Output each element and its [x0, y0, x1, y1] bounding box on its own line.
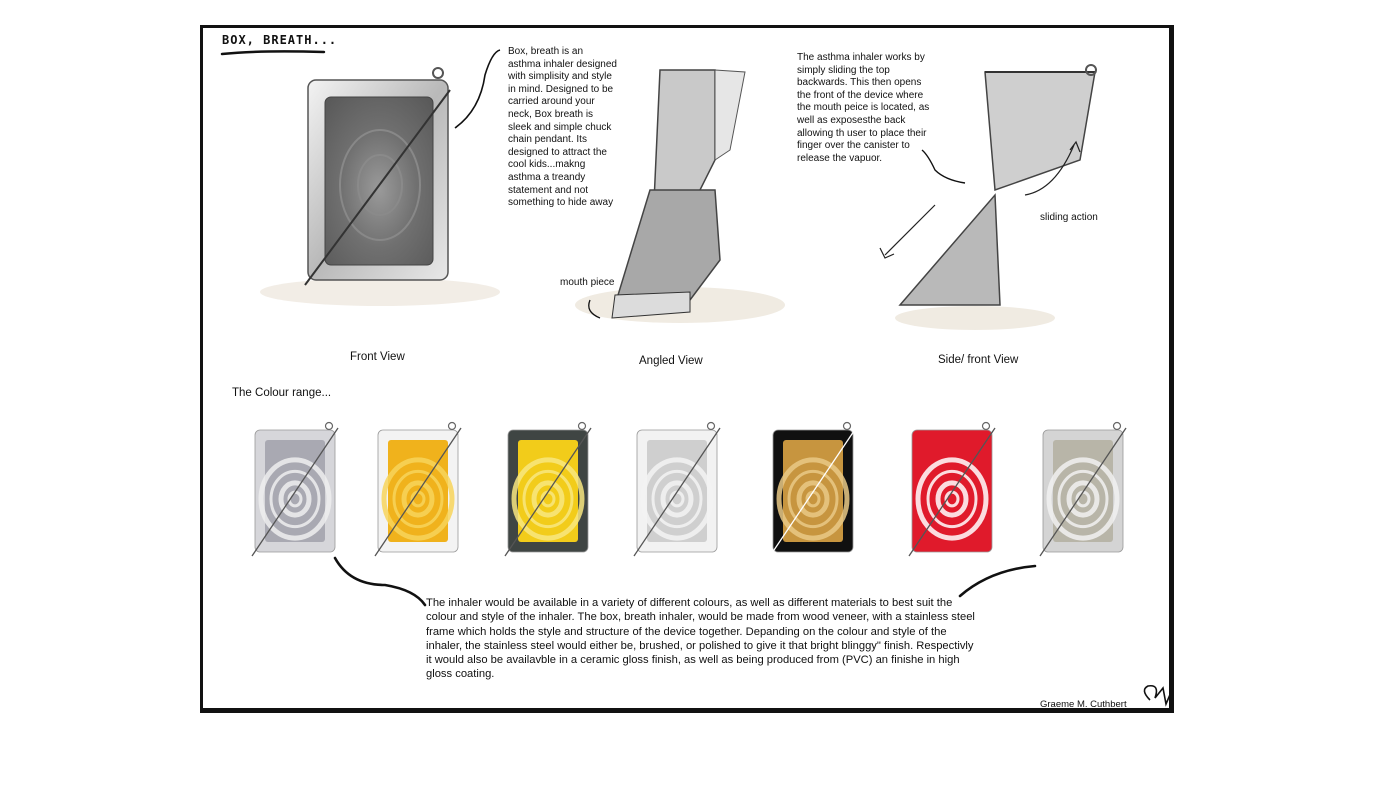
colour-swatch — [770, 423, 856, 557]
colour-swatch — [505, 423, 591, 557]
side-front-view-label: Side/ front View — [938, 354, 1019, 366]
colour-swatch — [909, 423, 995, 557]
colour-swatch — [375, 423, 461, 557]
mechanism-text: The asthma inhaler works by simply sliding the top backwards. This then opens the front of the device where the mouth peice is located, as well as exposesthe back allowing th user to place their finger over the canister to release the vapuor. — [797, 52, 930, 164]
intro-text: Box, breath is an asthma inhaler designed with simplisity and style in mind. Designed to be carried around your neck, Box breath is sleek and simple chuck chain pendant. Its designed to attract the cool kids...makng asthma a treandy statement and not something to hide away — [508, 46, 617, 209]
colour-range-label: The Colour range... — [232, 387, 332, 399]
colour-swatch — [252, 423, 338, 557]
colour-swatch — [634, 423, 720, 557]
sliding-action-label: sliding action — [1040, 212, 1098, 223]
front-view-label: Front View — [350, 351, 405, 363]
materials-description: The inhaler would be available in a variety of different colours, as well as different materials to best suit the colour and style of the inhaler. The box, breath inhaler, would be made from wood veneer, with a stainless steel frame which holds the style and structure of the device together. Depanding on the colour and style of the inhaler, the stainless steel would either be, brushed, or polished to give it that bright blinggy" finish. Respectivly it would also be availavble in a ceramic gloss finish, as well as being produced from (PVC) an finishe in high gloss coating. — [426, 597, 975, 681]
colour-swatch — [1040, 423, 1126, 557]
angled-view-label: Angled View — [639, 355, 703, 367]
page-title: BOX, BREATH... — [222, 33, 338, 47]
author-name: Graeme M. Cuthbert — [1040, 699, 1127, 710]
mouth-piece-label: mouth piece — [560, 277, 615, 288]
